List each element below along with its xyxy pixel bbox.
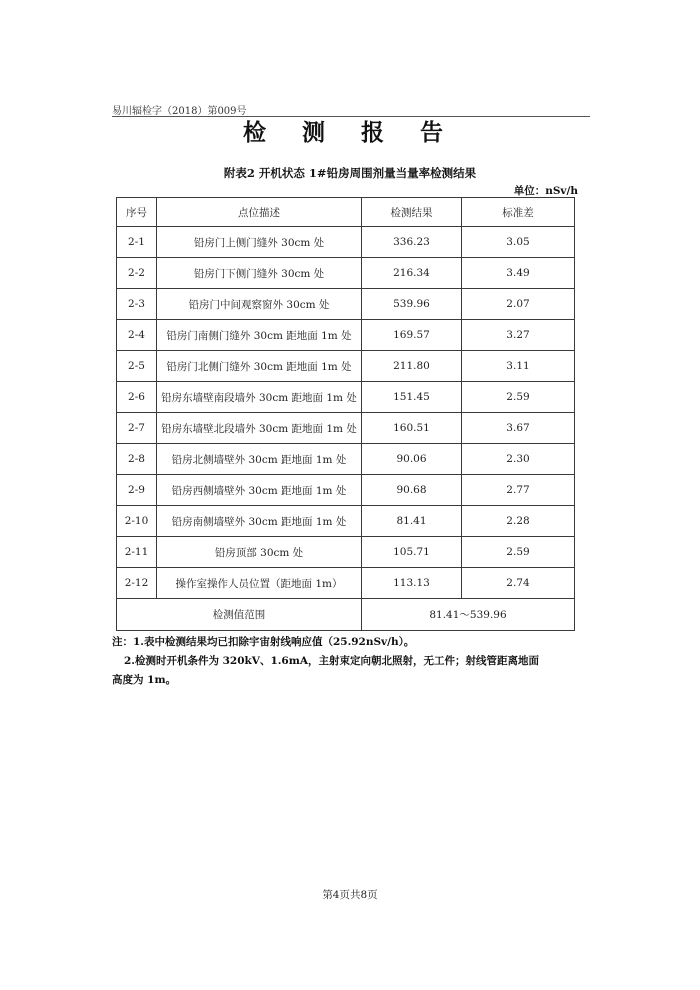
results-table bbox=[116, 197, 575, 631]
column-header-no: 序号 bbox=[117, 198, 157, 227]
row-description: 铅房东墙壁北段墙外 30cm 距地面 1m 处 bbox=[157, 413, 362, 444]
row-std-dev: 2.28 bbox=[462, 506, 575, 537]
row-number: 2-9 bbox=[117, 475, 157, 506]
row-result: 81.41 bbox=[362, 506, 462, 537]
notes bbox=[112, 633, 592, 690]
row-description: 铅房门下侧门缝外 30cm 处 bbox=[157, 258, 362, 289]
row-std-dev: 3.49 bbox=[462, 258, 575, 289]
row-result: 151.45 bbox=[362, 382, 462, 413]
row-description: 铅房北侧墙壁外 30cm 距地面 1m 处 bbox=[157, 444, 362, 475]
row-description: 铅房门北侧门缝外 30cm 距地面 1m 处 bbox=[157, 351, 362, 382]
table-row bbox=[117, 568, 575, 599]
row-number: 2-2 bbox=[117, 258, 157, 289]
row-result: 90.06 bbox=[362, 444, 462, 475]
row-std-dev: 2.77 bbox=[462, 475, 575, 506]
range-value: 81.41～539.96 bbox=[362, 599, 575, 631]
row-std-dev: 3.67 bbox=[462, 413, 575, 444]
row-result: 539.96 bbox=[362, 289, 462, 320]
column-header-std: 标准差 bbox=[462, 198, 575, 227]
row-number: 2-11 bbox=[117, 537, 157, 568]
row-result: 216.34 bbox=[362, 258, 462, 289]
row-number: 2-5 bbox=[117, 351, 157, 382]
range-label: 检测值范围 bbox=[117, 599, 362, 631]
row-number: 2-3 bbox=[117, 289, 157, 320]
row-std-dev: 2.59 bbox=[462, 537, 575, 568]
row-number: 2-4 bbox=[117, 320, 157, 351]
row-std-dev: 2.74 bbox=[462, 568, 575, 599]
row-number: 2-6 bbox=[117, 382, 157, 413]
note-line-1: 注：1.表中检测结果均已扣除宇宙射线响应值（25.92nSv/h）。 bbox=[112, 636, 415, 648]
table-row bbox=[117, 506, 575, 537]
row-description: 铅房东墙壁南段墙外 30cm 距地面 1m 处 bbox=[157, 382, 362, 413]
document-number: 易川辐检字（2018）第009号 bbox=[112, 106, 247, 117]
unit-label: 单位：nSv/h bbox=[513, 185, 578, 197]
row-description: 铅房门南侧门缝外 30cm 距地面 1m 处 bbox=[157, 320, 362, 351]
row-number: 2-12 bbox=[117, 568, 157, 599]
table-row bbox=[117, 382, 575, 413]
row-result: 169.57 bbox=[362, 320, 462, 351]
table-row bbox=[117, 351, 575, 382]
row-std-dev: 2.59 bbox=[462, 382, 575, 413]
column-header-desc: 点位描述 bbox=[157, 198, 362, 227]
row-number: 2-7 bbox=[117, 413, 157, 444]
row-result: 160.51 bbox=[362, 413, 462, 444]
row-result: 90.68 bbox=[362, 475, 462, 506]
table-row bbox=[117, 537, 575, 568]
row-result: 113.13 bbox=[362, 568, 462, 599]
row-std-dev: 3.05 bbox=[462, 227, 575, 258]
report-title: 检 测 报 告 bbox=[242, 119, 458, 146]
column-header-result: 检测结果 bbox=[362, 198, 462, 227]
row-result: 211.80 bbox=[362, 351, 462, 382]
row-std-dev: 2.30 bbox=[462, 444, 575, 475]
row-std-dev: 2.07 bbox=[462, 289, 575, 320]
row-std-dev: 3.27 bbox=[462, 320, 575, 351]
range-row bbox=[117, 599, 575, 631]
table-row bbox=[117, 320, 575, 351]
row-number: 2-8 bbox=[117, 444, 157, 475]
table-row bbox=[117, 258, 575, 289]
row-description: 铅房南侧墙壁外 30cm 距地面 1m 处 bbox=[157, 506, 362, 537]
table-row bbox=[117, 413, 575, 444]
row-number: 2-1 bbox=[117, 227, 157, 258]
row-std-dev: 3.11 bbox=[462, 351, 575, 382]
row-description: 铅房门上侧门缝外 30cm 处 bbox=[157, 227, 362, 258]
page-number: 第4页共8页 bbox=[322, 889, 378, 901]
table-header-row bbox=[117, 198, 575, 227]
table-row bbox=[117, 444, 575, 475]
table-title: 附表2 开机状态 1#铅房周围剂量当量率检测结果 bbox=[223, 166, 477, 180]
row-description: 铅房门中间观察窗外 30cm 处 bbox=[157, 289, 362, 320]
note-line-2: 2.检测时开机条件为 320kV、1.6mA，主射束定向朝北照射，无工件；射线管距离地面 bbox=[124, 655, 539, 667]
table-row bbox=[117, 475, 575, 506]
row-result: 105.71 bbox=[362, 537, 462, 568]
table-body bbox=[117, 227, 575, 599]
row-description: 铅房顶部 30cm 处 bbox=[157, 537, 362, 568]
row-description: 铅房西侧墙壁外 30cm 距地面 1m 处 bbox=[157, 475, 362, 506]
table-row bbox=[117, 227, 575, 258]
row-description: 操作室操作人员位置（距地面 1m） bbox=[157, 568, 362, 599]
note-line-3: 高度为 1m。 bbox=[112, 674, 177, 686]
row-result: 336.23 bbox=[362, 227, 462, 258]
table-row bbox=[117, 289, 575, 320]
row-number: 2-10 bbox=[117, 506, 157, 537]
